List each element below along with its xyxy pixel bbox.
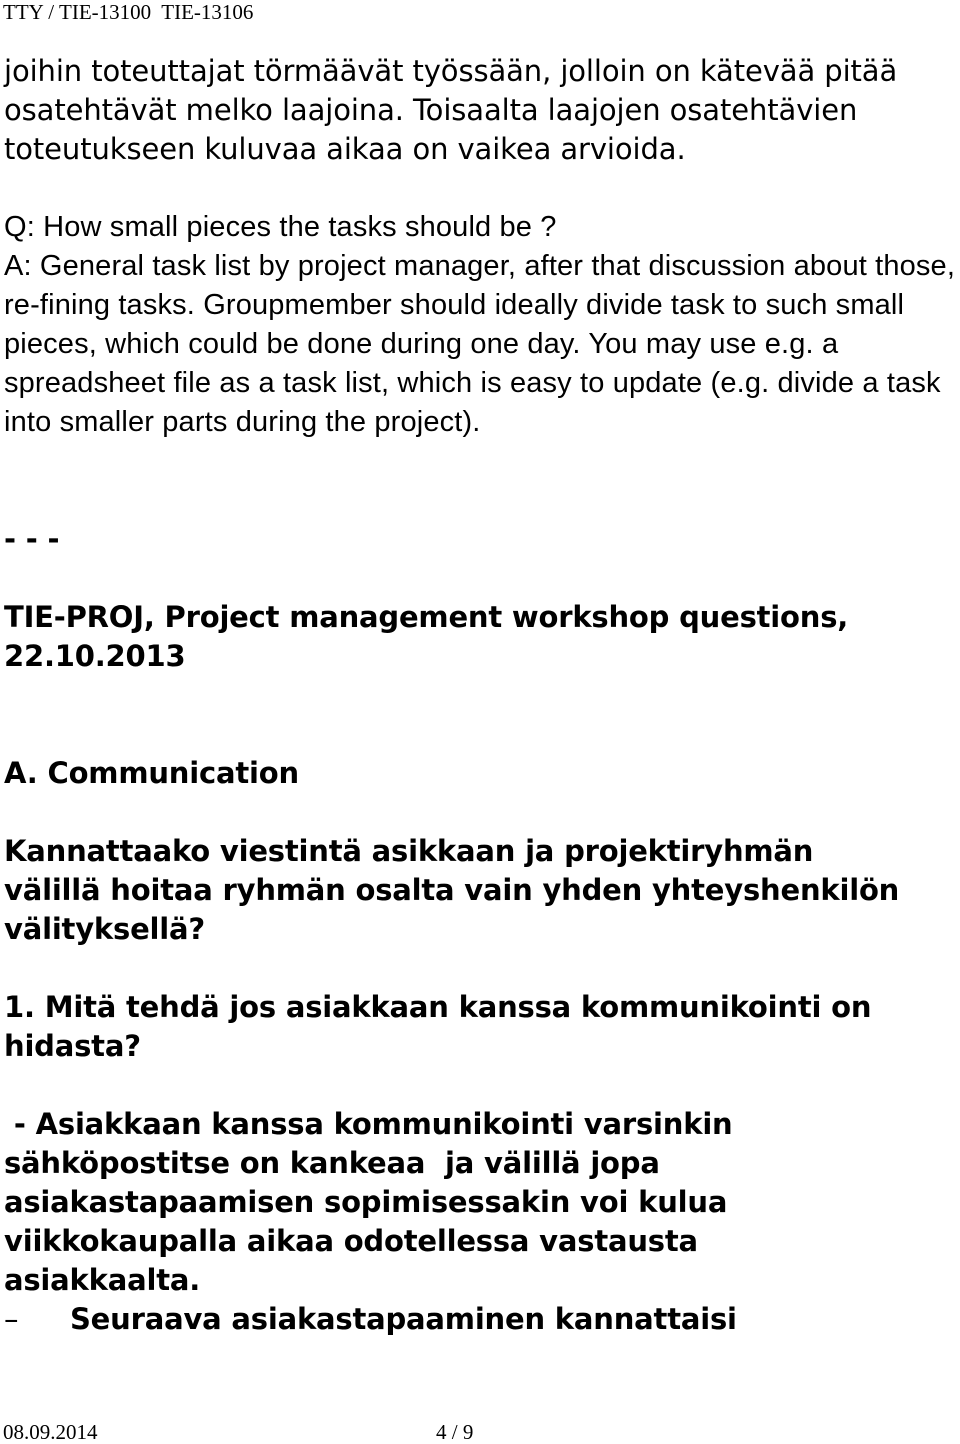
answer-general-text: A: General task list by project manager, after that discussion about those, re-fining tasks. <box>4 250 956 321</box>
spacer <box>4 442 958 520</box>
answer-1: - Asiakkaan kanssa kommunikointi varsinkin sähköpostitse on kankeaa ja välillä jopa asiakastapaamisen sopimisessakin voi kulua viikkokaupalla aikaa odotellessa vastausta asiakkaalta. <box>4 1107 743 1297</box>
spacer <box>4 559 958 598</box>
answer-1-next-line <box>4 1300 958 1339</box>
footer-date: 08.09.2014 <box>3 1420 98 1444</box>
subsection-title: A. Communication <box>4 756 299 790</box>
separator: - - - <box>4 522 60 556</box>
dash-bullet: – <box>4 1302 19 1336</box>
qa-block <box>4 208 960 442</box>
spacer <box>4 949 958 988</box>
question-main: Kannattaako viestintä asikkaan ja projektiryhmän välillä hoitaa ryhmän osalta vain yhden yhteyshenkilön välityksellä? <box>4 834 900 946</box>
intro-paragraph <box>4 52 944 169</box>
answer-detail-text: Groupmember should ideally divide task to such small pieces, which could be done during one day. You may use e.g. a spreadsheet file as a task list, which is easy to update (e.g. divide a task into smaller parts during the project). <box>4 289 941 438</box>
document-body <box>4 52 958 1339</box>
spacer <box>4 793 958 832</box>
document-header: TTY / TIE-13100 TIE-13106 <box>3 0 254 24</box>
section-title: TIE-PROJ, Project management workshop questions, 22.10.2013 <box>4 600 849 673</box>
answer-1-next-text: Seuraava asiakastapaaminen kannattaisi <box>70 1302 737 1336</box>
question-text: Q: How small pieces the tasks should be ? <box>4 211 557 243</box>
spacer <box>4 1066 958 1105</box>
footer-page-number: 4 / 9 <box>436 1420 474 1444</box>
spacer <box>4 676 958 754</box>
spacer <box>4 169 958 208</box>
question-1: 1. Mitä tehdä jos asiakkaan kanssa kommunikointi on hidasta? <box>4 990 872 1063</box>
intro-text: joihin toteuttajat törmäävät työssään, jolloin on kätevää pitää osatehtävät melko laajoina. Toisaalta laajojen osatehtävien toteutukseen kuluvaa aikaa on vaikea arvioida. <box>4 54 898 166</box>
